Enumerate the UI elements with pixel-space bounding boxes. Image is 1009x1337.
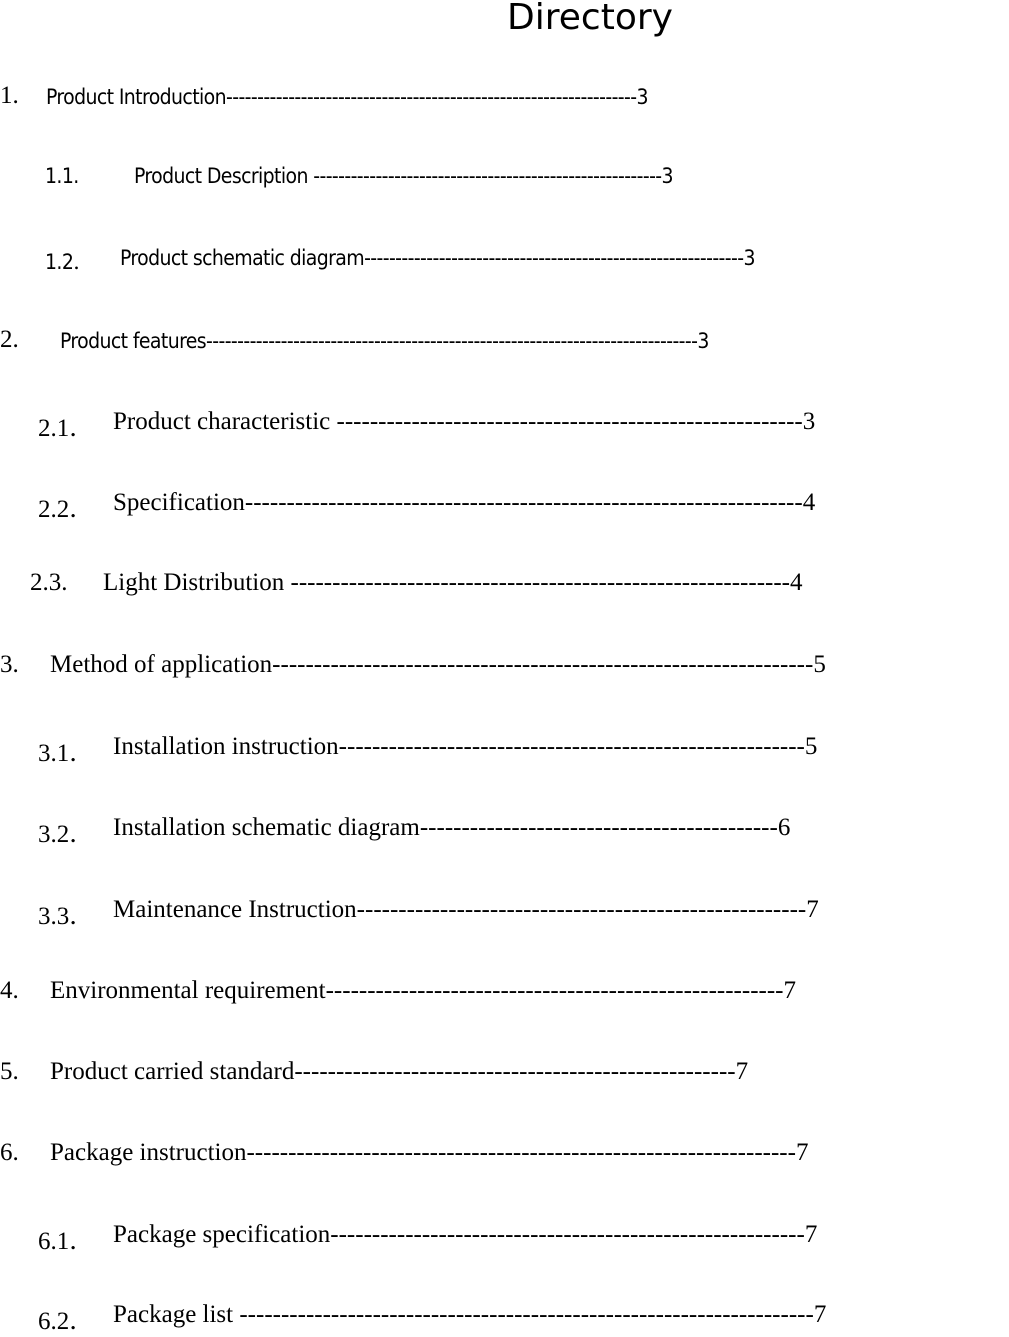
toc-entry[interactable]	[0, 814, 1009, 848]
toc-entry-number: 3.2．	[38, 821, 95, 848]
toc-entry-number: 3.3．	[38, 903, 95, 930]
toc-entry[interactable]	[0, 1301, 1009, 1335]
toc-entry[interactable]	[0, 977, 1009, 1007]
toc-entry[interactable]	[0, 489, 1009, 523]
toc-entry-number: 2.2．	[38, 496, 95, 523]
toc-entry[interactable]	[0, 1221, 1009, 1255]
toc-entry-text: Installation schematic diagram-------------------------------------------6	[113, 814, 791, 841]
document-title: Directory	[507, 0, 673, 38]
toc-entry[interactable]	[0, 1058, 1009, 1088]
toc-entry-text: Specification-------------------------------------------------------------------4	[113, 489, 816, 516]
toc-entry-text: Package specification---------------------------------------------------------7	[113, 1221, 818, 1248]
toc-entry[interactable]	[0, 326, 1009, 356]
toc-entry-number: 6.2．	[38, 1308, 95, 1335]
toc-entry-number: 3.	[0, 651, 19, 678]
toc-entry-number: 6.1．	[38, 1228, 95, 1255]
toc-entry-text: Product characteristic --------------------------------------------------------3	[113, 408, 816, 435]
toc-entry-text: Product Description --------------------------------------------------------3	[134, 164, 673, 188]
toc-entry-text: Light Distribution ------------------------------------------------------------4	[103, 569, 803, 596]
toc-entry[interactable]	[0, 408, 1009, 442]
toc-entry[interactable]	[0, 164, 1009, 194]
toc-entry-text: Maintenance Instruction------------------------------------------------------7	[113, 896, 819, 923]
toc-entry[interactable]	[0, 246, 1009, 276]
toc-entry-number: 2.3.	[30, 569, 68, 596]
toc-entry[interactable]	[0, 82, 1009, 112]
toc-entry-number: 5.	[0, 1058, 19, 1085]
toc-entry-number: 3.1．	[38, 740, 95, 767]
toc-entry-text: Method of application-----------------------------------------------------------------5	[50, 651, 826, 678]
toc-entry-number: 1.2．	[45, 250, 94, 274]
toc-entry-number: 1.1.	[45, 164, 79, 188]
toc-entry-text: Installation instruction--------------------------------------------------------5	[113, 733, 818, 760]
toc-entry[interactable]	[0, 569, 1009, 599]
toc-entry[interactable]	[0, 651, 1009, 681]
toc-entry-text: Product schematic diagram-------------------------------------------------------------3	[120, 246, 755, 270]
toc-entry-text: Environmental requirement-------------------------------------------------------7	[50, 977, 796, 1004]
toc-entry[interactable]	[0, 733, 1009, 767]
toc-entry-number: 4.	[0, 977, 19, 1004]
toc-entry-number: 2.	[0, 326, 19, 353]
toc-entry[interactable]	[0, 896, 1009, 930]
toc-entry-text: Package list ---------------------------------------------------------------------7	[113, 1301, 827, 1328]
toc-entry-number: 6.	[0, 1139, 19, 1166]
toc-entry-number: 2.1．	[38, 415, 95, 442]
toc-entry-text: Product features-------------------------------------------------------------------------------3	[60, 329, 709, 353]
toc-entry[interactable]	[0, 1139, 1009, 1169]
toc-entry-text: Product carried standard-----------------------------------------------------7	[50, 1058, 749, 1085]
toc-entry-text: Product Introduction------------------------------------------------------------------3	[46, 85, 648, 109]
toc-entry-text: Package instruction------------------------------------------------------------------7	[50, 1139, 809, 1166]
toc-entry-number: 1.	[0, 82, 19, 109]
